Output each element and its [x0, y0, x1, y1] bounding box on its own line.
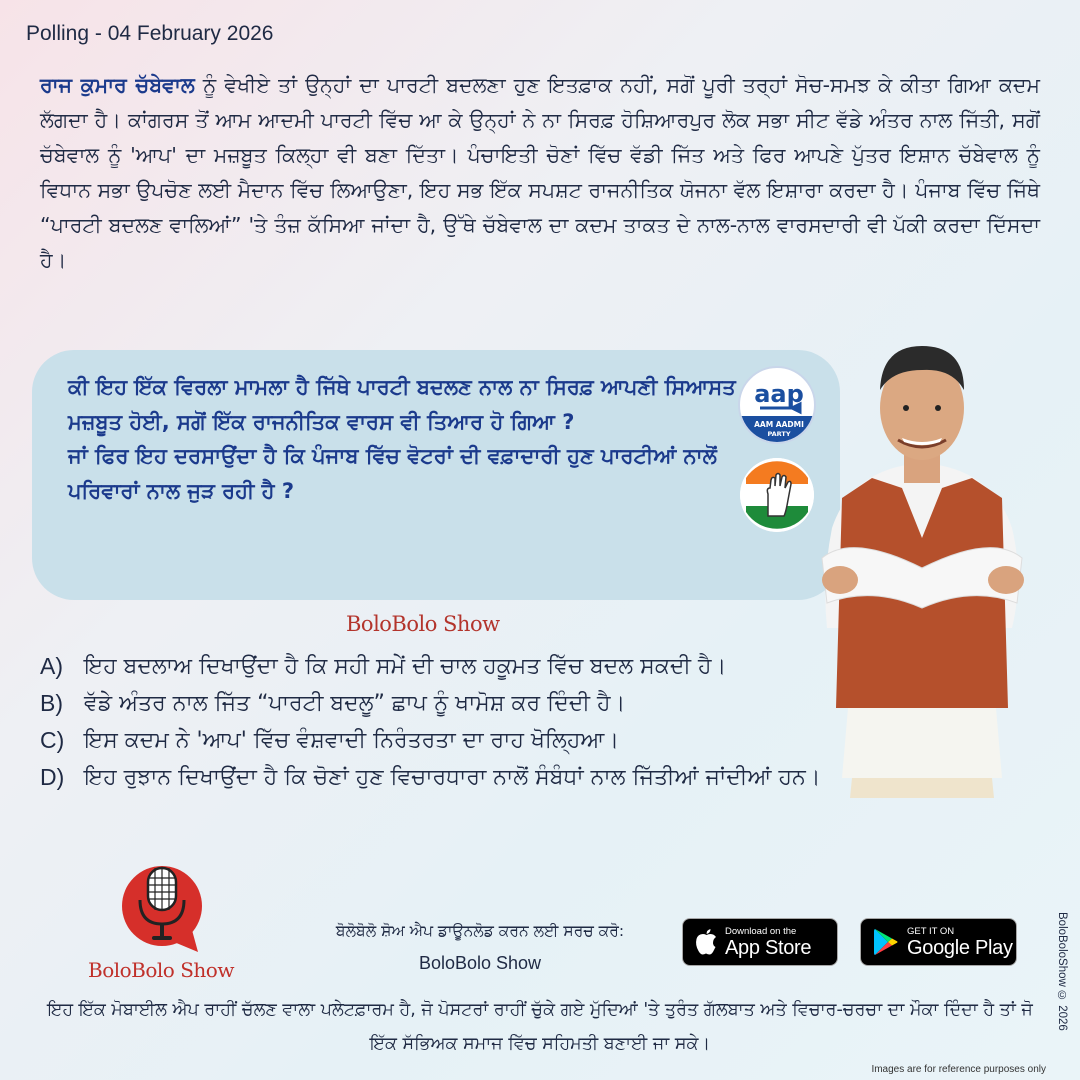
app-store-button[interactable] [682, 918, 838, 966]
option-letter: C) [40, 727, 65, 753]
app-store-label: App Store [725, 936, 812, 959]
option-letter: D) [40, 764, 65, 790]
app-name: BoloBolo Show [418, 953, 542, 973]
aap-logo-icon [738, 366, 816, 444]
poll-options [40, 648, 1050, 796]
option-letter: A) [40, 653, 63, 679]
poll-option-b[interactable] [40, 685, 1050, 722]
poll-option-a[interactable] [40, 648, 1050, 685]
google-play-small-label: GET IT ON [907, 925, 955, 937]
download-instruction [300, 918, 660, 976]
search-instruction: ਬੋਲੋਬੋਲੋ ਸ਼ੋਅ ਐਪ ਡਾਊਨਲੋਡ ਕਰਨ ਲਈ ਸਰਚ ਕਰੋ: [335, 922, 625, 940]
disclaimer-text: Images are for reference purposes only [871, 1064, 1046, 1075]
watermark-brand: BoloBolo Show [346, 612, 500, 636]
option-letter: B) [40, 690, 63, 716]
politician-name: ਰਾਜ ਕੁਮਾਰ ਚੱਬੇਵਾਲ [40, 73, 195, 97]
question-text [68, 370, 738, 508]
poll-option-c[interactable] [40, 722, 1050, 759]
intro-text: ਨੂੰ ਵੇਖੀਏ ਤਾਂ ਉਨ੍ਹਾਂ ਦਾ ਪਾਰਟੀ ਬਦਲਣਾ ਹੁਣ ਇਤਫ਼ਾਕ ਨਹੀਂ, ਸਗੋਂ ਪੂਰੀ ਤਰ੍ਹਾਂ ਸੋਚ-ਸਮਝ ਕੇ ਕੀਤਾ ਗਿਆ ਕਦਮ ਲੱਗਦਾ ਹੈ। ਕਾਂਗਰਸ ਤੋਂ ਆਮ ਆਦਮੀ ਪਾਰਟੀ ਵਿੱਚ ਆ ਕੇ ਉਨ੍ਹਾਂ ਨੇ ਨਾ ਸਿਰਫ਼ ਹੋਸ਼ਿਆਰਪੁਰ ਲੋਕ ਸਭਾ ਸੀਟ ਵੱਡੇ ਅੰਤਰ ਨਾਲ ਜਿੱਤੀ, ਸਗੋਂ ਚੱਬੇਵਾਲ ਨੂੰ 'ਆਪ' ਦਾ ਮਜ਼ਬੂਤ ਕਿਲ੍ਹਾ ਵੀ ਬਣਾ ਦਿੱਤਾ। ਪੰਚਾਇਤੀ ਚੋਣਾਂ ਵਿੱਚ ਵੱਡੀ ਜਿੱਤ ਅਤੇ ਫਿਰ ਆਪਣੇ ਪੁੱਤਰ ਇਸ਼ਾਨ ਚੱਬੇਵਾਲ ਨੂੰ ਵਿਧਾਨ ਸਭਾ ਉਪਚੋਣ ਲਈ ਮੈਦਾਨ ਵਿੱਚ ਲਿਆਉਣਾ, ਇਹ ਸਭ ਇੱਕ ਸਪਸ਼ਟ ਰਾਜਨੀਤਿਕ ਯੋਜਨਾ ਵੱਲ ਇਸ਼ਾਰਾ ਕਰਦਾ ਹੈ। ਪੰਜਾਬ ਵਿੱਚ ਜਿੱਥੇ “ਪਾਰਟੀ ਬਦਲਣ ਵਾਲਿਆਂ” 'ਤੇ ਤੰਜ਼ ਕੱਸਿਆ ਜਾਂਦਾ ਹੈ, ਉੱਥੇ ਚੱਬੇਵਾਲ ਦਾ ਕਦਮ ਤਾਕਤ ਦੇ ਨਾਲ-ਨਾਲ ਵਾਰਸਦਾਰੀ ਵੀ ਪੱਕੀ ਕਰਦਾ ਦਿੱਸਦਾ ਹੈ। [40, 73, 1040, 272]
google-play-icon [873, 928, 899, 956]
intro-paragraph [40, 68, 1040, 278]
poll-date: Polling - 04 February 2026 [26, 22, 274, 45]
google-play-button[interactable] [860, 918, 1017, 966]
aap-logo-line1: AAM AADMI [754, 420, 804, 429]
aap-logo-abbr: aap [754, 380, 804, 408]
option-text: ਇਹ ਬਦਲਾਅ ਦਿਖਾਉਂਦਾ ਹੈ ਕਿ ਸਹੀ ਸਮੇਂ ਦੀ ਚਾਲ ਹਕੂਮਤ ਵਿੱਚ ਬਦਲ ਸਕਦੀ ਹੈ। [84, 654, 727, 679]
poll-option-d[interactable] [40, 759, 1050, 796]
question-line-2: ਜਾਂ ਫਿਰ ਇਹ ਦਰਸਾਉਂਦਾ ਹੈ ਕਿ ਪੰਜਾਬ ਵਿੱਚ ਵੋਟਰਾਂ ਦੀ ਵਫ਼ਾਦਾਰੀ ਹੁਣ ਪਾਰਟੀਆਂ ਨਾਲੋਂ ਪਰਿਵਾਰਾਂ ਨਾਲ ਜੁੜ ਰਹੀ ਹੈ ? [68, 444, 717, 503]
aap-logo-line2: PARTY [767, 430, 791, 438]
app-store-small-label: Download on the [725, 925, 797, 937]
brand-name: BoloBolo Show [88, 958, 234, 982]
microphone-icon [112, 856, 212, 956]
copyright-text: BoloBoloShow © 2026 [1056, 912, 1068, 1031]
option-text: ਇਹ ਰੁਝਾਨ ਦਿਖਾਉਂਦਾ ਹੈ ਕਿ ਚੋਣਾਂ ਹੁਣ ਵਿਚਾਰਧਾਰਾ ਨਾਲੋਂ ਸੰਬੰਧਾਂ ਨਾਲ ਜਿੱਤੀਆਂ ਜਾਂਦੀਆਂ ਹਨ। [84, 765, 821, 790]
congress-hand-icon [740, 458, 814, 532]
footer-description: ਇਹ ਇੱਕ ਮੋਬਾਈਲ ਐਪ ਰਾਹੀਂ ਚੱਲਣ ਵਾਲਾ ਪਲੇਟਫ਼ਾਰਮ ਹੈ, ਜੋ ਪੋਸਟਰਾਂ ਰਾਹੀਂ ਚੁੱਕੇ ਗਏ ਮੁੱਦਿਆਂ 'ਤੇ ਤੁਰੰਤ ਗੱਲਬਾਤ ਅਤੇ ਵਿਚਾਰ-ਚਰਚਾ ਦਾ ਮੌਕਾ ਦਿੰਦਾ ਹੈ ਤਾਂ ਜੋ ਇੱਕ ਸੱਭਿਅਕ ਸਮਾਜ ਵਿੱਚ ਸਹਿਮਤੀ ਬਣਾਈ ਜਾ ਸਕੇ। [47, 1000, 1033, 1054]
google-play-label: Google Play [907, 936, 1013, 959]
question-line-1: ਕੀ ਇਹ ਇੱਕ ਵਿਰਲਾ ਮਾਮਲਾ ਹੈ ਜਿੱਥੇ ਪਾਰਟੀ ਬਦਲਣ ਨਾਲ ਨਾ ਸਿਰਫ਼ ਆਪਣੀ ਸਿਆਸਤ ਮਜ਼ਬੂਤ ਹੋਈ, ਸਗੋਂ ਇੱਕ ਰਾਜਨੀਤਿਕ ਵਾਰਸ ਵੀ ਤਿਆਰ ਹੋ ਗਿਆ ? [68, 375, 736, 434]
apple-icon [695, 929, 717, 955]
option-text: ਇਸ ਕਦਮ ਨੇ 'ਆਪ' ਵਿੱਚ ਵੰਸ਼ਵਾਦੀ ਨਿਰੰਤਰਤਾ ਦਾ ਰਾਹ ਖੋਲ੍ਹਿਆ। [84, 728, 620, 753]
option-text: ਵੱਡੇ ਅੰਤਰ ਨਾਲ ਜਿੱਤ “ਪਾਰਟੀ ਬਦਲੂ” ਛਾਪ ਨੂੰ ਖਾਮੋਸ਼ ਕਰ ਦਿੰਦੀ ਹੈ। [84, 691, 626, 716]
